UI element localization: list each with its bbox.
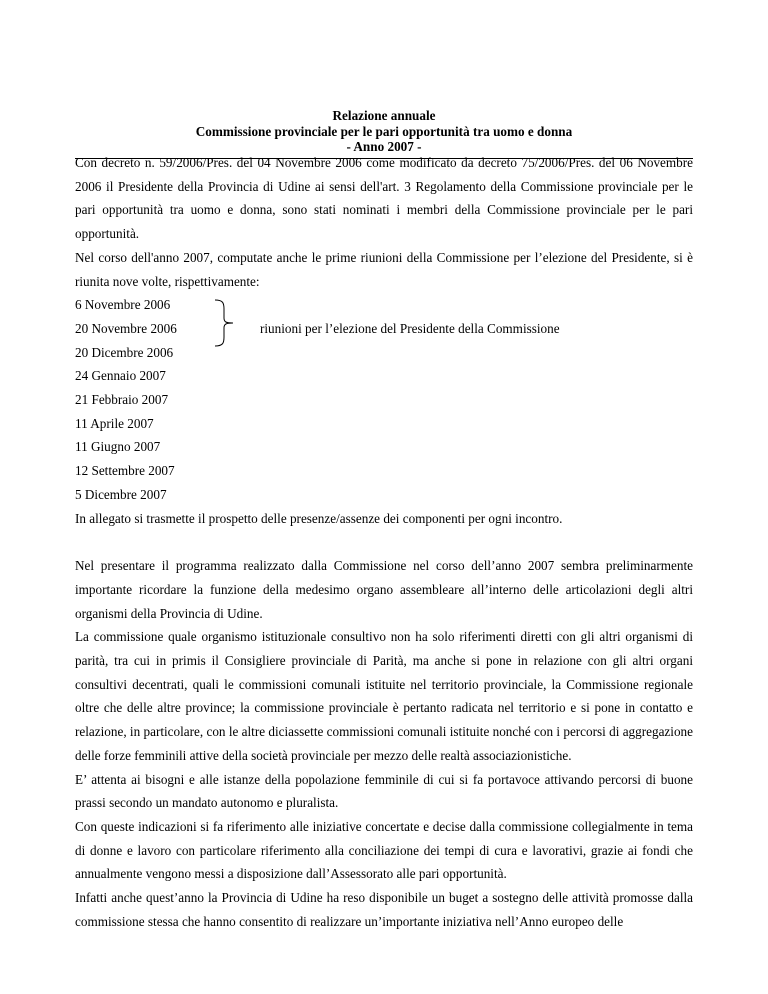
commission-name: Commissione provinciale per le pari opportunità tra uomo e donna	[195, 123, 573, 139]
meeting-date: 11 Aprile 2007	[75, 415, 154, 431]
meeting-date: 21 Febbraio 2007	[75, 392, 169, 408]
meeting-date: 24 Gennaio 2007	[75, 368, 166, 384]
paragraph-spacer	[75, 530, 693, 554]
meeting-date: 6 Novembre 2006	[75, 297, 171, 313]
program-paragraph-needs: E’ attenta ai bisogni e alle istanze della popolazione femminile di cui si fa portavoce attivando percorsi di buone prassi secondo un mandato autonomo e pluralista.	[75, 771, 693, 811]
program-paragraph-budget: Infatti anche quest’anno la Provincia di Udine ha reso disponibile un buget a sostegno delle attività promosse dalla commissione stessa che hanno consentito di realizzare un’importante iniziativa nell’Anno europeo delle	[75, 890, 693, 929]
document-header	[75, 108, 693, 155]
program-paragraph-relations: La commissione quale organismo istituzionale consultivo non ha solo riferimenti diretti con gli altri organismi di parità, tra cui in primis il Consigliere provinciale di Parità, ma anche si pone in relazione con gli altri organi consultivi decentrati, quali le commissioni comunali istituite nel territorio provinciale, la Commissione regionale oltre che delle altre province; la commissione provinciale è pertanto radicata nel territorio e si pone in contatto e relazione, in particolare, con le altre diciassette commissioni comunali istituite nonché con i percorsi di aggregazione delle forze femminili attive della società provinciale per mezzo delle realtà associazionistiche.	[75, 629, 693, 763]
meeting-date-list	[75, 293, 693, 506]
meeting-date: 12 Settembre 2007	[75, 463, 175, 479]
intro-paragraph-meetings: Nel corso dell'anno 2007, computate anche le prime riunioni della Commissione per l’elezione del Presidente, si è riunita nove volte, rispettivamente:	[75, 249, 693, 289]
report-title: Relazione annuale	[332, 108, 436, 123]
program-paragraph-initiatives: Con queste indicazioni si fa riferimento alle iniziative concertate e decise dalla commissione collegialmente in tema di donne e lavoro con particolare riferimento alla conciliazione dei tempi di cura e lavorativi, grazie ai fondi che annualmente vengono messi a disposizione dall’Assessorato alle pari opportunità.	[75, 818, 693, 882]
report-year: - Anno 2007 -	[346, 139, 422, 154]
meeting-date: 20 Novembre 2006	[75, 320, 177, 336]
meeting-date: 20 Dicembre 2006	[75, 344, 174, 360]
intro-paragraph-decree: Con decreto n. 59/2006/Pres. del 04 Novembre 2006 come modificato da decreto 75/2006/Pres. del 06 Novembre 2006 il Presidente della Provincia di Udine ai sensi dell'art. 3 Regolamento della Commissione provinciale per le pari opportunità tra uomo e donna, sono stati nominati i membri della Commissione provinciale per le pari opportunità.	[75, 155, 693, 242]
document-body	[75, 151, 693, 934]
meeting-date: 11 Giugno 2007	[75, 439, 161, 455]
attachment-note: In allegato si trasmette il prospetto delle presenze/assenze dei componenti per ogni incontro.	[75, 510, 563, 526]
election-meetings-note: riunioni per l’elezione del Presidente della Commissione	[260, 320, 560, 336]
meeting-date: 5 Dicembre 2007	[75, 486, 167, 502]
program-paragraph-intro: Nel presentare il programma realizzato dalla Commissione nel corso dell’anno 2007 sembra preliminarmente importante ricordare la funzione della medesimo organo assembleare all’interno delle articolazioni degli altri organismi della Provincia di Udine.	[75, 558, 693, 621]
